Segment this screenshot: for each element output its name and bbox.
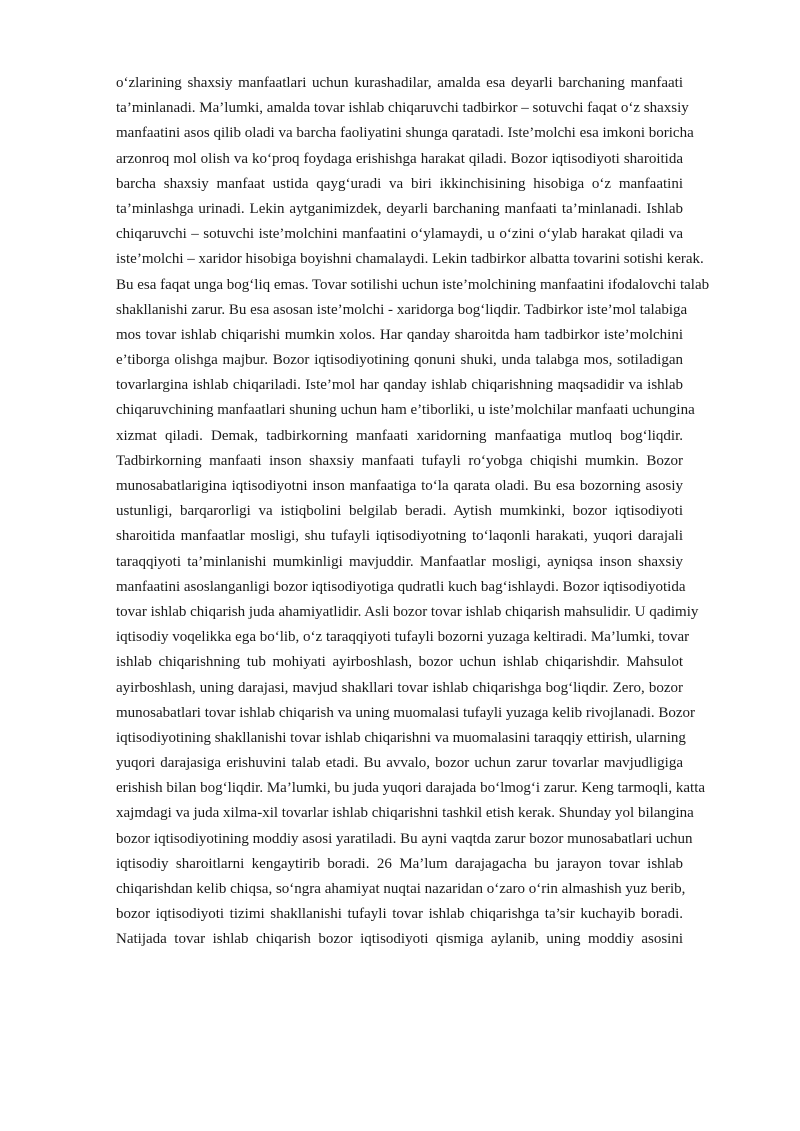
text-line: ayirboshlash, uning darajasi, mavjud shakllari tovar ishlab chiqarishga bog‘liqdir. Zero, bozor	[116, 679, 683, 696]
text-line: arzonroq mol olish va ko‘proq foydaga erishishga harakat qiladi. Bozor iqtisodiyoti sharoitida	[116, 150, 683, 167]
text-line: iste’molchi – xaridor hisobiga boyishni chamalaydi. Lekin tadbirkor albatta tovarini sotishi kerak.	[116, 251, 704, 268]
text-line: munosabatlari tovar ishlab chiqarish va uning muomalasi tufayli yuzaga kelib rivojlanadi. Bozor	[116, 704, 696, 721]
text-line: tovar ishlab chiqarish juda ahamiyatlidir. Asli bozor tovar ishlab chiqarish mahsulidir. U qadimiy	[116, 603, 699, 620]
text-line: xizmat qiladi. Demak, tadbirkorning manfaati xaridorning manfaatiga mutloq bog‘liqdir.	[116, 427, 683, 444]
text-line: yuqori darajasiga erishuvini talab etadi. Bu avvalo, bozor uchun zarur tovarlar mavjudligiga	[116, 755, 683, 772]
text-line: bozor iqtisodiyotining moddiy asosi yaratiladi. Bu ayni vaqtda zarur bozor munosabatlari uchun	[116, 830, 693, 847]
text-line: tovarlargina ishlab chiqariladi. Iste’mol har qanday ishlab chiqarishning maqsadidir va ishlab	[116, 377, 683, 394]
text-line: barcha shaxsiy manfaat ustida qayg‘uradi va biri ikkinchisining hisobiga o‘z manfaatini	[116, 175, 683, 192]
text-line: sharoitida manfaatlar mosligi, shu tufayli iqtisodiyotning to‘laqonli harakati, yuqori darajali	[116, 528, 683, 545]
text-line: Bu esa faqat unga bog‘liq emas. Tovar sotilishi uchun iste’molchining manfaatini ifodalovchi talab	[116, 276, 710, 293]
text-line: e’tiborga olishga majbur. Bozor iqtisodiyotining qonuni shuki, unda talabga mos, sotiladigan	[116, 352, 683, 369]
text-line: manfaatini asoslanganligi bozor iqtisodiyotiga qudratli kuch bag‘ishlaydi. Bozor iqtisodiyotida	[116, 578, 686, 595]
text-line: shakllanishi zarur. Bu esa asosan iste’molchi - xaridorga bog‘liqdir. Tadbirkor iste’mol talabiga	[116, 301, 688, 318]
text-line: iqtisodiyotining shakllanishi tovar ishlab chiqarishni va muomalasini taraqqiy ettirish, ularning	[116, 729, 686, 746]
text-line: Tadbirkorning manfaati inson shaxsiy manfaati tufayli ro‘yobga chiqishi mumkin. Bozor	[116, 452, 683, 469]
text-line: iqtisodiy voqelikka ega bo‘lib, o‘z taraqqiyoti tufayli bozorni yuzaga keltiradi. Ma’lumki, tovar	[116, 629, 690, 646]
text-line: erishish bilan bog‘liqdir. Ma’lumki, bu juda yuqori darajada bo‘lmog‘i zarur. Keng tarmoqli, katta	[116, 780, 706, 797]
body-paragraph	[116, 71, 710, 953]
text-line: chiqaruvchi – sotuvchi iste’molchini manfaatini o‘ylamaydi, u o‘zini o‘ylab harakat qiladi va	[116, 226, 683, 243]
text-line: ta’minlashga urinadi. Lekin aytganimizdek, deyarli barchaning manfaati ta’minlanadi. Ishlab	[116, 200, 683, 217]
text-line: chiqaruvchining manfaatlari shuning uchun ham e’tiborliki, u iste’molchilar manfaati uchungina	[116, 402, 695, 419]
text-line: ta’minlanadi. Ma’lumki, amalda tovar ishlab chiqaruvchi tadbirkor – sotuvchi faqat o‘z shaxsiy	[116, 100, 689, 117]
text-line: bozor iqtisodiyoti tizimi shakllanishi tufayli tovar ishlab chiqarishga ta’sir kuchayib boradi.	[116, 906, 683, 923]
text-line: mos tovar ishlab chiqarishi mumkin xolos. Har qanday sharoitda ham tadbirkor iste’molchini	[116, 326, 683, 343]
text-line: manfaatini asos qilib oladi va barcha faoliyatini shunga qaratadi. Iste’molchi esa imkoni boricha	[116, 125, 694, 142]
text-line: xajmdagi va juda xilma-xil tovarlar ishlab chiqarishni tashkil etish kerak. Shunday yol bilangina	[116, 805, 694, 822]
text-line: Natijada tovar ishlab chiqarish bozor iqtisodiyoti qismiga aylanib, uning moddiy asosini	[116, 931, 683, 948]
text-line: munosabatlarigina iqtisodiyotni inson manfaatiga to‘la qarata oladi. Bu esa bozorning asosiy	[116, 478, 683, 494]
text-line: iqtisodiy sharoitlarni kengaytirib boradi. 26 Ma’lum darajagacha bu jarayon tovar ishlab	[116, 855, 683, 872]
text-line: chiqarishdan kelib chiqsa, so‘ngra ahamiyat nuqtai nazaridan o‘zaro o‘rin almashish yuz berib,	[116, 881, 686, 897]
text-line: ustunligi, barqarorligi va istiqbolini belgilab beradi. Aytish mumkinki, bozor iqtisodiyoti	[116, 503, 683, 520]
text-line: taraqqiyoti ta’minlanishi mumkinligi mavjuddir. Manfaatlar mosligi, ayniqsa inson shaxsiy	[116, 553, 683, 570]
text-line: o‘zlarining shaxsiy manfaatlari uchun kurashadilar, amalda esa deyarli barchaning manfaati	[116, 75, 683, 91]
text-line: ishlab chiqarishning tub mohiyati ayirboshlash, bozor uchun ishlab chiqarishdir. Mahsulot	[116, 654, 683, 671]
